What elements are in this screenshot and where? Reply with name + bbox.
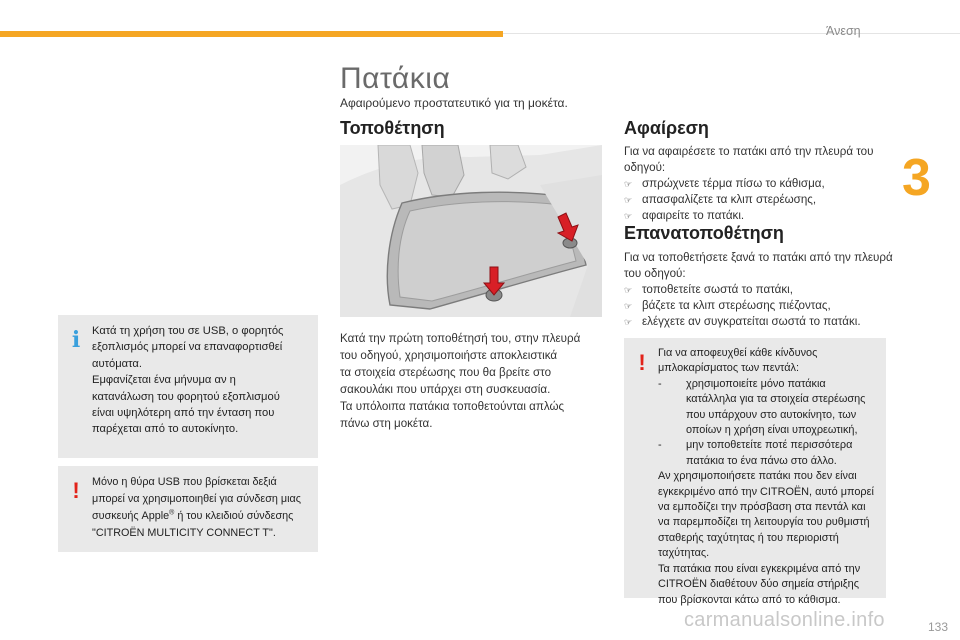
note-line: Εμφανίζεται ένα μήνυμα αν η (92, 374, 236, 387)
arrow-bullet-icon: ☞ (624, 211, 633, 221)
arrow-bullet-icon: ☞ (624, 179, 633, 189)
arrow-bullet-icon: ☞ (624, 301, 633, 311)
usb-warning-note (58, 466, 318, 552)
floor-mat-illustration (340, 145, 602, 317)
exclamation-icon: ! (638, 350, 646, 375)
step-text: ελέγχετε αν συγκρατείται σωστά το πατάκι. (642, 315, 861, 328)
arrow-bullet-icon: ☞ (624, 317, 633, 327)
mat-warning-text (658, 346, 878, 608)
installation-text (340, 330, 602, 432)
header-rule (503, 33, 960, 34)
warning-paragraph: Αν χρησιμοποιήσετε πατάκι που δεν είναι εγκεκριμένο από την CITROËN, αυτό μπορεί να εμποδίζει την πρόσβαση στα πεντάλ και να παρεμποδίζει τη λειτουργία του ρυθμιστή σταθερής ταχύτητας ή του περιοριστή ταχύτητας. (658, 470, 874, 560)
info-icon: i (71, 327, 81, 353)
list-item (624, 314, 904, 330)
warning-item (658, 377, 878, 439)
step-text: αφαιρείτε το πατάκι. (642, 209, 745, 222)
warning-item (658, 438, 878, 469)
installation-line: του οδηγού, χρησιμοποιήστε αποκλειστικά (340, 349, 558, 362)
note-line: Κατά τη χρήση του σε USB, ο φορητός (92, 325, 284, 337)
step-text: απασφαλίζετε τα κλιπ στερέωσης, (642, 193, 817, 206)
note-line (92, 508, 310, 525)
refit-section (624, 250, 904, 330)
heading-installation: Τοποθέτηση (340, 118, 445, 138)
chapter-number: 3 (902, 149, 931, 207)
installation-line: Τα υπόλοιπα πατάκια τοποθετούνται απλώς (340, 400, 565, 413)
exclamation-icon: ! (72, 478, 80, 503)
list-item (624, 282, 904, 298)
note-line: "CITROËN MULTICITY CONNECT T". (92, 527, 276, 539)
installation-line: Κατά την πρώτη τοποθέτησή του, στην πλευρά (340, 332, 581, 345)
usb-note-text (92, 474, 310, 542)
warning-item-text: χρησιμοποιείτε μόνο πατάκια κατάλληλα για τα στοιχεία στερέωσης που υπάρχουν στο αυτοκίνητο, των οποίων η χρήση είναι υποχρεωτική, (686, 377, 866, 437)
removal-intro: Για να αφαιρέσετε το πατάκι από την πλευρά του οδηγού: (624, 145, 874, 174)
refit-steps (624, 282, 904, 330)
note-line: κατανάλωση του φορητού εξοπλισμού (92, 390, 280, 403)
installation-line: πάνω στη μοκέτα. (340, 417, 433, 430)
dash-marker: - (658, 439, 662, 452)
installation-line: τα στοιχεία στερέωσης που θα βρείτε στο (340, 366, 552, 379)
note-line: Μόνο η θύρα USB που βρίσκεται δεξιά (92, 476, 277, 488)
note-line: μπορεί να χρησιμοποιηθεί για σύνδεση μιας (92, 493, 301, 505)
refit-intro: Για να τοποθετήσετε ξανά το πατάκι από την πλευρά του οδηγού: (624, 251, 893, 280)
mat-warning-note (624, 338, 886, 606)
note-line: αυτόματα. (92, 357, 142, 370)
apple-text: συσκευής Apple (92, 510, 170, 522)
warning-paragraph: Τα πατάκια που είναι εγκεκριμένα από την CITROËN διαθέτουν δύο σημεία στήριξης που βρίσκονται κάτω από το κάθισμα. (658, 562, 861, 606)
note-line: εξοπλισμός μπορεί να επαναφορτισθεί (92, 341, 283, 354)
page-title: Πατάκια (340, 62, 451, 95)
arrow-bullet-icon: ☞ (624, 195, 633, 205)
list-item (624, 298, 904, 314)
removal-steps (624, 176, 904, 224)
watermark: carmanualsonline.info (684, 609, 885, 631)
installation-line: σακουλάκι που υπάρχει στη συσκευασία. (340, 383, 551, 396)
registered-mark: ® (169, 509, 175, 517)
step-text: τοποθετείτε σωστά το πατάκι, (642, 283, 793, 296)
list-item (624, 192, 904, 208)
step-text: σπρώχνετε τέρμα πίσω το κάθισμα, (642, 177, 825, 190)
section-label: Άνεση (826, 24, 861, 38)
info-note (58, 315, 318, 458)
page-number: 133 (927, 620, 948, 634)
note-line: παρέχεται από το αυτοκίνητο. (92, 423, 239, 436)
note-line: είναι υψηλότερη από την ένταση που (92, 407, 275, 420)
warning-intro: Για να αποφευχθεί κάθε κίνδυνος μπλοκαρίσματος των πεντάλ: (658, 347, 818, 375)
warning-item-text: μην τοποθετείτε ποτέ περισσότερα πατάκια το ένα πάνω στο άλλο. (686, 439, 853, 467)
list-item (624, 208, 904, 224)
accent-bar (0, 31, 503, 37)
heading-refit: Επανατοποθέτηση (624, 223, 784, 243)
step-text: βάζετε τα κλιπ στερέωσης πιέζοντας, (642, 299, 831, 312)
list-item (624, 176, 904, 192)
connect-key-text: ή του κλειδιού σύνδεσης (174, 510, 294, 522)
arrow-bullet-icon: ☞ (624, 285, 633, 295)
removal-section (624, 144, 904, 224)
page-subtitle: Αφαιρούμενο προστατευτικό για τη μοκέτα. (340, 96, 568, 110)
heading-removal: Αφαίρεση (624, 118, 709, 138)
info-note-text (92, 323, 310, 438)
dash-marker: - (658, 377, 662, 390)
